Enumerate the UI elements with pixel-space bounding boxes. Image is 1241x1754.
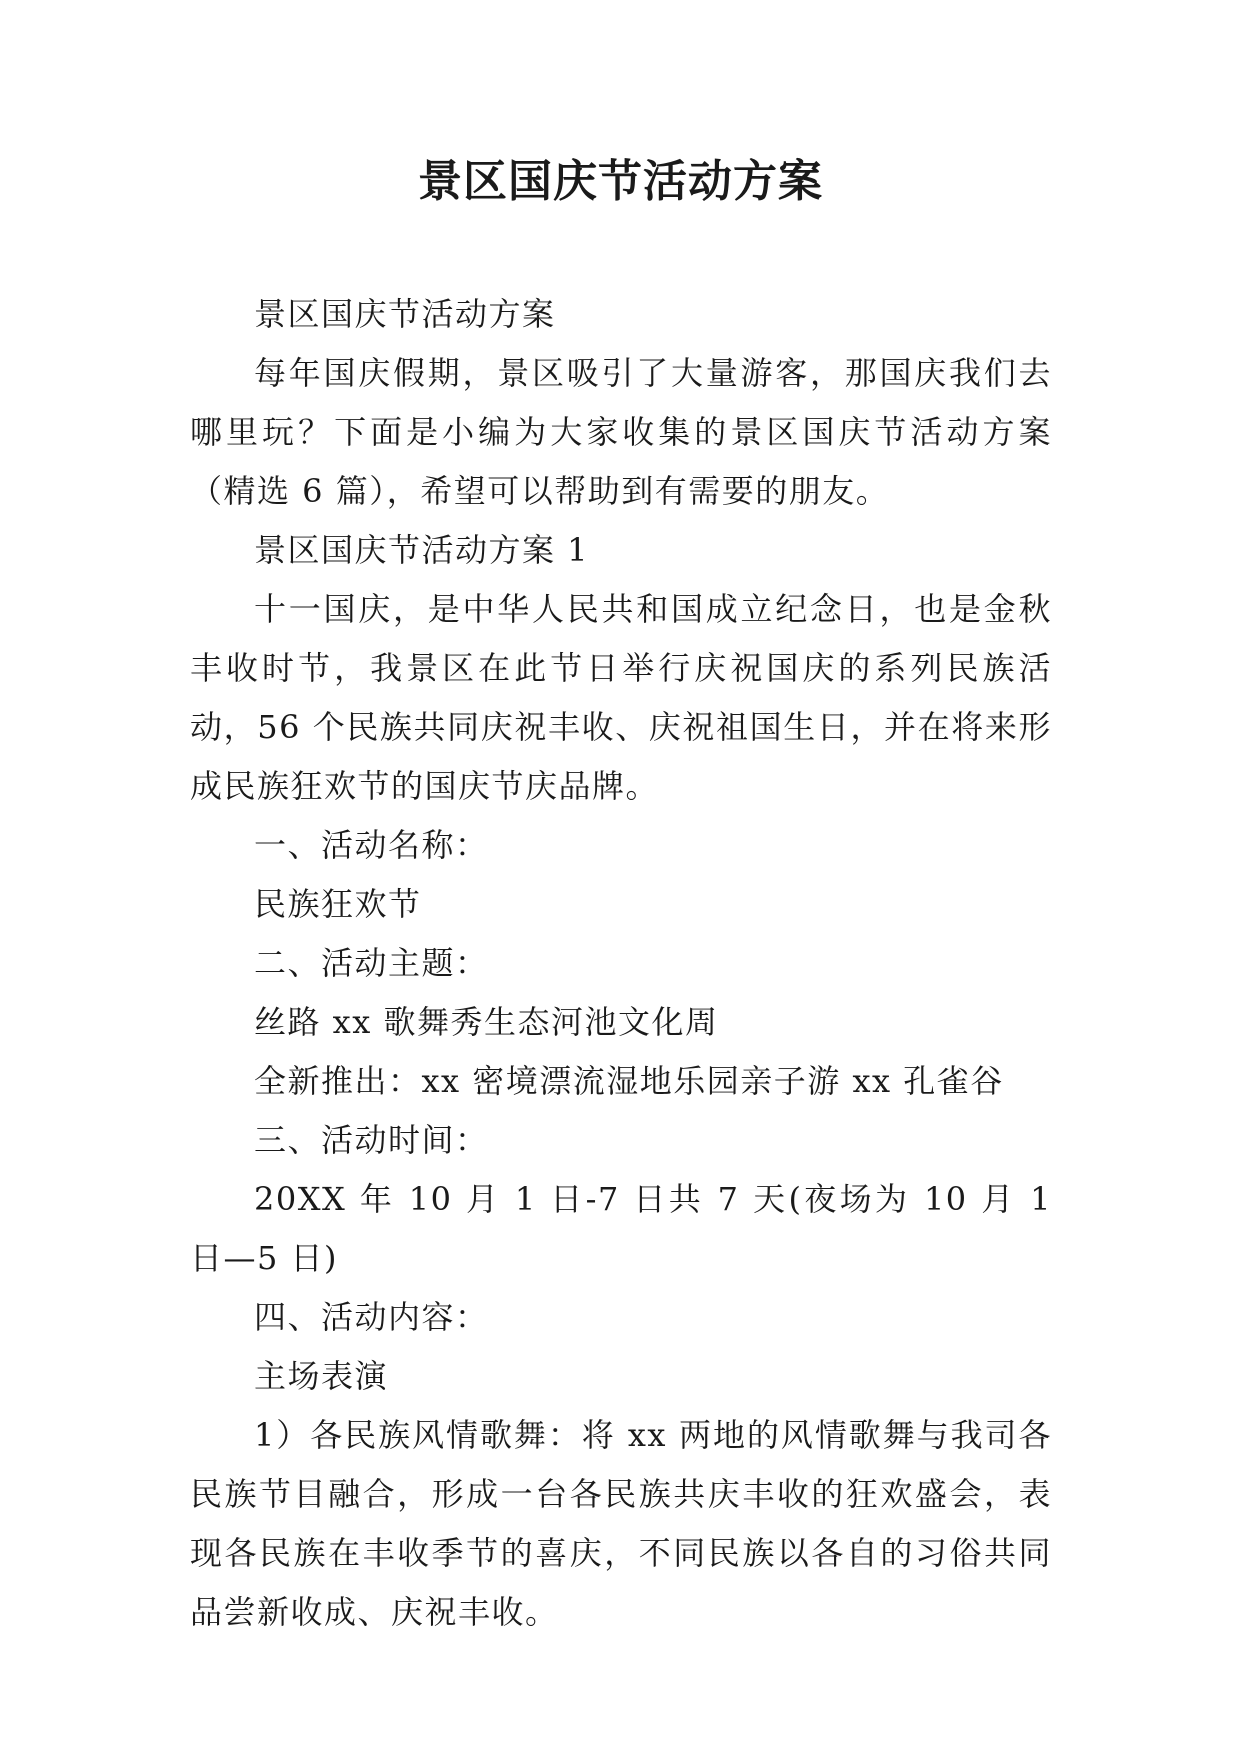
paragraph: 主场表演	[254, 1357, 389, 1395]
paragraph: 二、活动主题：	[254, 944, 489, 982]
document-body	[190, 285, 1052, 1642]
paragraph: 每年国庆假期，景区吸引了大量游客，那国庆我们去哪里玩？下面是小编为大家收集的景区国庆节活动方案（精选 6 篇），希望可以帮助到有需要的朋友。	[190, 354, 1052, 510]
paragraph: 一、活动名称：	[254, 826, 489, 864]
paragraph: 三、活动时间：	[254, 1121, 489, 1159]
paragraph: 十一国庆，是中华人民共和国成立纪念日，也是金秋丰收时节，我景区在此节日举行庆祝国庆的系列民族活动，56 个民族共同庆祝丰收、庆祝祖国生日，并在将来形成民族狂欢节的国庆节庆品牌。	[190, 590, 1052, 805]
document-title: 景区国庆节活动方案	[418, 156, 823, 207]
paragraph: 20XX 年 10 月 1 日-7 日共 7 天(夜场为 10 月 1 日—5 日)	[190, 1180, 1052, 1277]
paragraph: 1）各民族风情歌舞：将 xx 两地的风情歌舞与我司各民族节目融合，形成一台各民族共庆丰收的狂欢盛会，表现各民族在丰收季节的喜庆，不同民族以各自的习俗共同品尝新收成、庆祝丰收。	[190, 1416, 1052, 1631]
paragraph: 景区国庆节活动方案 1	[254, 531, 590, 569]
paragraph: 民族狂欢节	[254, 885, 422, 923]
paragraph: 全新推出：xx 密境漂流湿地乐园亲子游 xx 孔雀谷	[254, 1062, 1004, 1100]
paragraph: 丝路 xx 歌舞秀生态河池文化周	[254, 1003, 719, 1041]
paragraph: 四、活动内容：	[254, 1298, 489, 1336]
paragraph: 景区国庆节活动方案	[254, 295, 556, 333]
